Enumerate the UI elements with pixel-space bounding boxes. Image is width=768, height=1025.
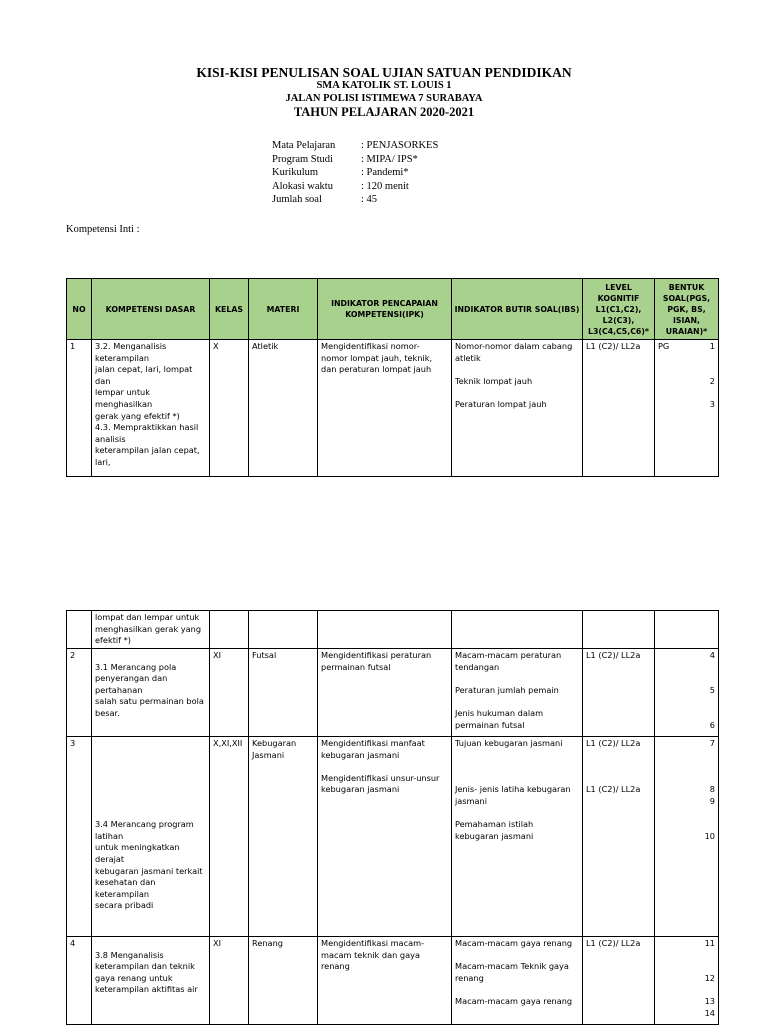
cell-line: renang — [321, 961, 350, 972]
table-row — [67, 649, 719, 737]
cell-line: Peraturan lompat jauh — [455, 398, 547, 409]
cell-ibs — [452, 649, 583, 737]
cell-line: efektif *) — [95, 635, 131, 646]
cell-line — [95, 784, 206, 796]
cell-line — [586, 773, 651, 785]
kisi-kisi-table-page-2 — [66, 610, 719, 1025]
cell-line: 11 — [704, 938, 715, 948]
cell-no: 1 — [67, 340, 92, 477]
cell-line: gerak yang efektif *) — [95, 410, 180, 421]
cell-bentuk-soal — [655, 737, 719, 937]
cell-ibs — [452, 611, 583, 649]
cell-materi: Atletik — [249, 340, 318, 477]
meta-value: : MIPA/ IPS* — [361, 153, 418, 165]
cell-line: 12 — [704, 972, 715, 983]
meta-value: : 120 menit — [361, 180, 409, 192]
cell-line — [95, 750, 206, 762]
cell-line: Macam-macam gaya renang — [455, 938, 573, 948]
cell-line — [95, 938, 206, 950]
cell-line — [658, 696, 715, 708]
cell-line: kebugaran jasmani terkait — [95, 865, 203, 876]
cell-line: kesehatan dan — [95, 877, 156, 888]
kisi-kisi-table-page-1 — [66, 278, 719, 477]
cell-line: dan peraturan lompat jauh — [321, 364, 432, 375]
cell-line: 2 — [709, 375, 715, 386]
meta-label: Alokasi waktu — [272, 180, 333, 192]
cell-line: Mengidentifikasi peraturan — [321, 650, 432, 660]
cell-kompetensi-dasar — [92, 937, 210, 1025]
cell-level-kognitif — [583, 611, 655, 649]
cell-line — [658, 353, 715, 365]
cell-line — [658, 808, 715, 820]
col-header-bentuk-soal: BENTUK SOAL(PGS, PGK, BS, ISIAN, URAIAN)* — [655, 279, 719, 340]
col-header-materi: MATERI — [249, 279, 318, 340]
cell-line: Pemahaman istilah — [455, 819, 534, 830]
cell-line: L1 (C2)/ LL2a — [586, 784, 641, 795]
cell-line: Macam-macam Teknik gaya — [455, 961, 569, 972]
cell-line: Jenis hukuman dalam — [455, 707, 544, 718]
cell-line — [658, 984, 715, 996]
cell-line: Peraturan jumlah pemain — [455, 684, 559, 695]
cell-line: Teknik lompat jauh — [455, 375, 533, 386]
cell-ipk — [318, 611, 452, 649]
cell-line: keterampilan jalan cepat, — [95, 445, 200, 456]
cell-line: 9 — [709, 795, 715, 806]
cell-materi: Futsal — [249, 649, 318, 737]
cell-line — [95, 773, 206, 785]
meta-value: : 45 — [361, 194, 378, 205]
cell-kompetensi-dasar — [92, 340, 210, 477]
meta-row — [272, 167, 438, 181]
cell-line: Mengidentifikasi nomor- — [321, 341, 420, 351]
meta-row — [272, 140, 438, 154]
document-meta — [272, 140, 438, 208]
cell-line: L1 (C2)/ LL2a — [586, 738, 641, 748]
cell-line: Jenis- jenis latiha kebugaran — [455, 784, 571, 795]
meta-value: : Pandemi* — [361, 167, 409, 178]
cell-line — [455, 387, 579, 399]
cell-line: kebugaran jasmani — [455, 830, 534, 841]
cell-line: Kebugaran — [252, 738, 297, 748]
table-row — [67, 340, 719, 477]
col-header-no: NO — [67, 279, 92, 340]
cell-line: 3.4 Merancang program — [95, 819, 194, 830]
cell-ibs — [452, 737, 583, 937]
cell-line: lari, — [95, 456, 111, 467]
cell-line: 3.8 Menganalisis — [95, 949, 164, 960]
cell-ibs — [452, 937, 583, 1025]
cell-line: kebugaran jasmani — [321, 784, 400, 795]
cell-line: menghasilkan — [95, 398, 153, 409]
cell-kompetensi-dasar — [92, 611, 210, 649]
meta-label: Mata Pelajaran — [272, 140, 336, 151]
cell-ipk — [318, 649, 452, 737]
cell-no: 2 — [67, 649, 92, 737]
cell-bentuk-soal — [655, 340, 719, 477]
cell-kompetensi-dasar — [92, 737, 210, 937]
cell-line: menghasilkan gerak yang — [95, 623, 202, 634]
cell-line: 1 — [709, 341, 715, 351]
cell-line: 3.2. Menganalisis — [95, 341, 167, 351]
cell-line: keterampilan dan teknik — [95, 961, 195, 972]
cell-bentuk-soal — [655, 649, 719, 737]
cell-line: keterampilan — [95, 888, 150, 899]
col-header-level-kognitif: LEVEL KOGNITIF L1(C1,C2), L2(C3), L3(C4,C5,C6)* — [583, 279, 655, 340]
cell-line — [321, 761, 448, 773]
cell-line: tendangan — [455, 661, 500, 672]
cell-line: 14 — [704, 1007, 715, 1018]
cell-line: gaya renang untuk — [95, 972, 173, 983]
cell-kompetensi-dasar — [92, 649, 210, 737]
cell-line — [658, 773, 715, 785]
cell-line — [586, 761, 651, 773]
cell-line: besar. — [95, 707, 120, 718]
cell-line — [455, 773, 579, 785]
cell-line — [95, 738, 206, 750]
cell-line — [455, 750, 579, 762]
cell-line: lempar untuk — [95, 387, 150, 398]
cell-line: Mengidentifikasi unsur-unsur — [321, 772, 440, 783]
cell-line: 3 — [709, 398, 715, 409]
meta-label: Jumlah soal — [272, 194, 322, 205]
meta-row — [272, 194, 438, 208]
cell-line: salah satu permainan bola — [95, 696, 204, 707]
cell-line: 7 — [709, 738, 715, 748]
cell-line: pertahanan — [95, 684, 143, 695]
cell-line: 6 — [709, 719, 715, 730]
cell-line: 8 — [709, 784, 715, 795]
cell-line: derajat — [95, 853, 125, 864]
cell-line — [95, 761, 206, 773]
cell-line — [455, 364, 579, 376]
cell-line — [95, 808, 206, 820]
cell-line — [658, 364, 715, 376]
academic-year: TAHUN PELAJARAN 2020-2021 — [293, 105, 475, 119]
cell-line: Tujuan kebugaran jasmani — [455, 738, 563, 748]
cell-kelas: XI — [210, 937, 249, 1025]
cell-line: untuk meningkatkan — [95, 842, 180, 853]
table-row — [67, 611, 719, 649]
cell-line: 4.3. Mempraktikkan hasil — [95, 422, 199, 433]
school-address: JALAN POLISI ISTIMEWA 7 SURABAYA — [285, 93, 483, 104]
cell-level-kognitif: L1 (C2)/ LL2a — [583, 937, 655, 1025]
cell-line — [658, 662, 715, 674]
bentuk-soal-value: PG — [658, 341, 670, 351]
cell-line — [658, 950, 715, 962]
cell-line: keterampilan — [95, 352, 150, 363]
table-row — [67, 937, 719, 1025]
cell-materi — [249, 611, 318, 649]
cell-materi: Renang — [249, 937, 318, 1025]
cell-no: 4 — [67, 937, 92, 1025]
cell-line: Macam-macam peraturan — [455, 650, 562, 660]
cell-line: dan — [95, 375, 111, 386]
cell-line: secara pribadi — [95, 900, 154, 911]
col-header-kompetensi-dasar: KOMPETENSI DASAR — [92, 279, 210, 340]
cell-line — [658, 673, 715, 685]
cell-line — [95, 650, 206, 662]
cell-line: Mengidentifikasi manfaat — [321, 738, 425, 748]
cell-line — [455, 761, 579, 773]
col-header-kelas: KELAS — [210, 279, 249, 340]
cell-ipk — [318, 737, 452, 937]
cell-ibs — [452, 340, 583, 477]
cell-kelas: XI — [210, 649, 249, 737]
cell-line — [658, 750, 715, 762]
cell-line — [658, 708, 715, 720]
cell-kelas: X — [210, 340, 249, 477]
meta-label: Program Studi — [272, 153, 333, 165]
meta-value: : PENJASORKES — [361, 140, 439, 151]
cell-ipk — [318, 937, 452, 1025]
cell-no: 3 — [67, 737, 92, 937]
cell-line — [658, 961, 715, 973]
cell-level-kognitif: L1 (C2)/ LL2a — [583, 340, 655, 477]
col-header-ipk: INDIKATOR PENCAPAIAN KOMPETENSI(IPK) — [318, 279, 452, 340]
cell-line: nomor lompat jauh, teknik, — [321, 352, 433, 363]
cell-line: permainan futsal — [455, 719, 525, 730]
kompetensi-inti-label: Kompetensi Inti : — [66, 224, 140, 235]
cell-line: kebugaran jasmani — [321, 749, 400, 760]
cell-no — [67, 611, 92, 649]
cell-line — [455, 696, 579, 708]
table-row — [67, 737, 719, 937]
cell-line — [455, 984, 579, 996]
cell-level-kognitif — [583, 737, 655, 937]
cell-line: Jasmani — [252, 749, 285, 760]
cell-kelas — [210, 611, 249, 649]
cell-line: atletik — [455, 352, 481, 363]
cell-line: keterampilan aktifitas air — [95, 984, 198, 995]
school-name: SMA KATOLIK ST. LOUIS 1 — [316, 80, 452, 91]
cell-line: renang — [455, 972, 484, 983]
cell-line — [586, 750, 651, 762]
cell-line — [658, 387, 715, 399]
cell-line — [658, 761, 715, 773]
cell-line — [455, 673, 579, 685]
col-header-ibs: INDIKATOR BUTIR SOAL(IBS) — [452, 279, 583, 340]
meta-row — [272, 154, 438, 168]
cell-line: jalan cepat, lari, lompat — [95, 364, 193, 375]
cell-line: jasmani — [455, 795, 488, 806]
cell-kelas: X,XI,XII — [210, 737, 249, 937]
cell-line: permainan futsal — [321, 661, 391, 672]
cell-line: analisis — [95, 433, 126, 444]
cell-line: 4 — [709, 650, 715, 660]
cell-line: 3.1 Merancang pola — [95, 661, 177, 672]
cell-line: Nomor-nomor dalam cabang — [455, 341, 573, 351]
cell-line — [455, 808, 579, 820]
cell-line: lompat dan lempar untuk — [95, 612, 200, 622]
cell-level-kognitif: L1 (C2)/ LL2a — [583, 649, 655, 737]
cell-line — [95, 796, 206, 808]
table-header-row — [67, 279, 719, 340]
cell-line: macam teknik dan gaya — [321, 949, 420, 960]
document-page-2 — [0, 540, 768, 1024]
cell-bentuk-soal — [655, 611, 719, 649]
cell-bentuk-soal — [655, 937, 719, 1025]
cell-line: Macam-macam gaya renang — [455, 995, 573, 1006]
cell-ipk — [318, 340, 452, 477]
cell-line: penyerangan dan — [95, 673, 168, 684]
meta-label: Kurikulum — [272, 167, 319, 178]
cell-materi — [249, 737, 318, 937]
document-title: KISI-KISI PENULISAN SOAL UJIAN SATUAN PENDIDIKAN — [196, 65, 572, 80]
cell-line — [455, 950, 579, 962]
cell-line — [658, 819, 715, 831]
cell-line: latihan — [95, 830, 124, 841]
cell-line: 5 — [709, 684, 715, 695]
cell-line: 13 — [704, 995, 715, 1006]
meta-row — [272, 181, 438, 195]
cell-line: 10 — [704, 830, 715, 841]
cell-line: Mengidentifikasi macam- — [321, 938, 425, 948]
